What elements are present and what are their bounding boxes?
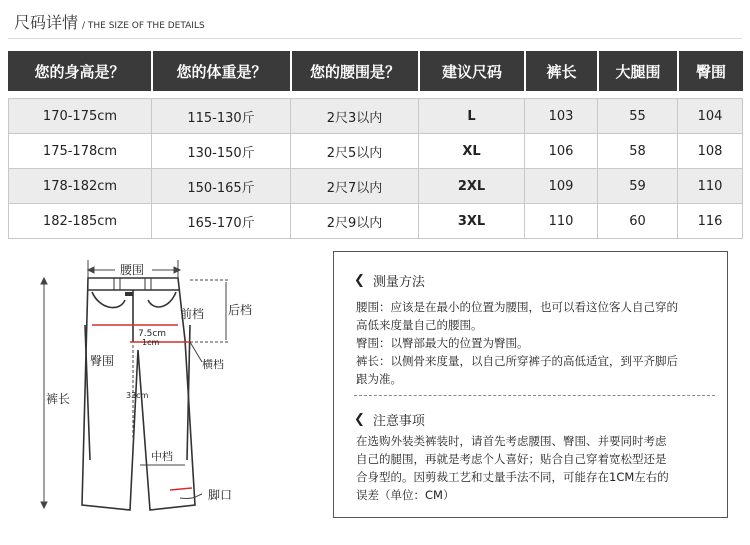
info-box — [333, 251, 728, 518]
cell-hip: 110 — [677, 169, 743, 204]
col-size: 建议尺码 — [418, 51, 524, 91]
cell-weight: 115-130斤 — [151, 98, 290, 134]
cell-waist: 2尺5以内 — [290, 134, 418, 169]
cell-waist: 2尺3以内 — [290, 98, 418, 134]
cell-length: 109 — [524, 169, 597, 204]
cell-height: 175-178cm — [8, 134, 151, 169]
pants-drawing — [30, 250, 300, 535]
hem-label: 脚口 — [208, 488, 233, 502]
pants-diagram — [30, 250, 300, 535]
col-thigh: 大腿围 — [597, 51, 677, 91]
table-row — [8, 134, 743, 169]
cell-length: 103 — [524, 98, 597, 134]
cell-hip: 104 — [677, 98, 743, 134]
front-rise-label: 前档 — [180, 307, 205, 321]
section-header — [14, 10, 205, 36]
cell-weight: 165-170斤 — [151, 204, 290, 239]
thigh-label: 横档 — [202, 358, 224, 371]
notice-line: 自己的腿围，再就是考虑个人喜好；贴合自己穿着宽松型还是 — [356, 452, 667, 466]
header-divider — [8, 38, 742, 39]
cell-height: 170-175cm — [8, 98, 151, 134]
knee-label: 中档 — [151, 450, 173, 463]
hem-pointer — [180, 494, 202, 498]
notice-title — [354, 410, 425, 429]
section-subtitle: / THE SIZE OF THE DETAILS — [82, 21, 205, 31]
chevron-left-icon: ❮ — [354, 412, 365, 427]
cell-hip: 108 — [677, 134, 743, 169]
cell-waist: 2尺7以内 — [290, 169, 418, 204]
col-hip: 臀围 — [677, 51, 743, 91]
cell-waist: 2尺9以内 — [290, 204, 418, 239]
cell-weight: 130-150斤 — [151, 134, 290, 169]
notice-line: 误差（单位：CM） — [356, 488, 455, 502]
measure-line: 裤长：以侧骨来度量，以自己所穿裤子的高低适宜，到平齐脚后 — [356, 354, 678, 368]
belt-loop-icon — [114, 278, 120, 290]
col-length: 裤长 — [524, 51, 597, 91]
measure-line: 高低来度量自己的腰围。 — [356, 318, 483, 332]
chevron-left-icon: ❮ — [354, 273, 365, 288]
notice-line: 合身型的。因剪裁工艺和丈量手法不同，可能存在1CM左右的 — [356, 470, 669, 484]
cell-thigh: 58 — [597, 134, 677, 169]
measure-title — [354, 271, 425, 290]
cell-thigh: 59 — [597, 169, 677, 204]
measure-line: 跟为准。 — [356, 372, 402, 386]
table-header-row — [8, 51, 743, 91]
cell-thigh: 60 — [597, 204, 677, 239]
cell-thigh: 55 — [597, 98, 677, 134]
section-title: 尺码详情 — [14, 13, 79, 32]
measure-line: 腰围：应该是在最小的位置为腰围，也可以看这位客人自己穿的 — [356, 300, 678, 314]
notice-text — [356, 432, 728, 504]
hip-label: 臀围 — [90, 354, 115, 368]
measure-line: 臀围：以臀部最大的位置为臀围。 — [356, 336, 529, 350]
thigh-pointer — [190, 342, 202, 362]
col-waist: 您的腰围是？ — [290, 51, 418, 91]
length-label: 裤长 — [46, 392, 71, 406]
info-divider — [354, 395, 715, 396]
waist-label: 腰围 — [120, 263, 145, 277]
inseam-33-label: 33cm — [126, 391, 149, 400]
measure-title-text: 测量方法 — [372, 275, 425, 290]
cell-size: 2XL — [418, 169, 524, 204]
button-icon — [125, 292, 133, 296]
cell-size: XL — [418, 134, 524, 169]
belt-loop-icon — [145, 278, 151, 290]
cell-size: L — [418, 98, 524, 134]
table-row — [8, 169, 743, 204]
measure-7-5-label: 7.5cm — [138, 329, 167, 339]
size-table — [8, 51, 743, 239]
measure-text — [356, 298, 728, 388]
table-row — [8, 204, 743, 239]
cell-height: 178-182cm — [8, 169, 151, 204]
cell-weight: 150-165斤 — [151, 169, 290, 204]
col-weight: 您的体重是？ — [151, 51, 290, 91]
cell-height: 182-185cm — [8, 204, 151, 239]
cell-length: 110 — [524, 204, 597, 239]
notice-title-text: 注意事项 — [372, 414, 425, 429]
cell-size: 3XL — [418, 204, 524, 239]
col-height: 您的身高是？ — [8, 51, 151, 91]
back-rise-label: 后档 — [228, 303, 253, 317]
cell-hip: 116 — [677, 204, 743, 239]
notice-line: 在选购外装类裤装时，请首先考虑腰围、臀围、并要同时考虑 — [356, 434, 667, 448]
measure-1-label: 1cm — [142, 338, 160, 347]
cell-length: 106 — [524, 134, 597, 169]
table-row — [8, 98, 743, 134]
